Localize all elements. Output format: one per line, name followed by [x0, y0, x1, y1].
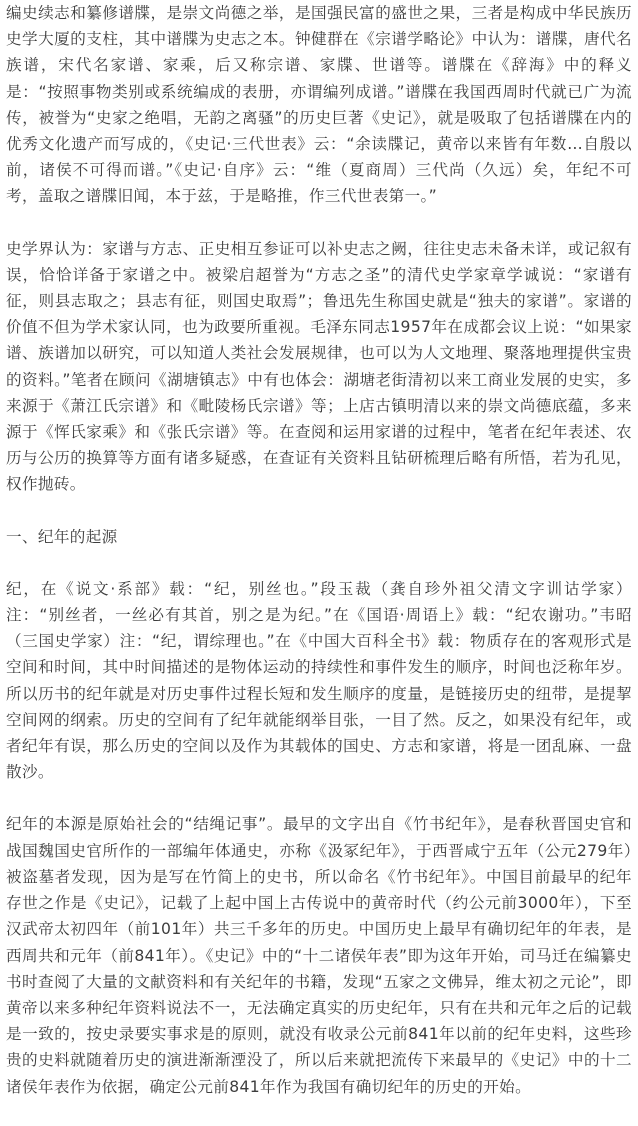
paragraph-historians-view: 史学界认为：家谱与方志、正史相互参证可以补史志之阙，往往史志未备未详，或记叙有误，恰恰详备于家谱之中。被梁启超誉为“方志之圣”的清代史学家章学诚说：“家谱有征，则县志取之；县志有征，则国史取焉”；鲁迅先生称国史就是“独夫的家谱”。家谱的价值不但为学术家认同，也为政要所重视。毛泽东同志1957年在成都会议上说：“如果家谱、族谱加以研究，可以知道人类社会发展规律，也可以为人文地理、聚落地理提供宝贵的资料。”笔者在顾问《湖塘镇志》中有也体会：湖塘老街清初以来工商业发展的史实，多来源于《萧江氏宗谱》和《毗陵杨氏宗谱》等；上店古镇明清以来的崇文尚德底蕴，多来源于《恽氏家乘》和《张氏宗谱》等。在查阅和运用家谱的过程中，笔者在纪年表述、农历与公历的换算等方面有诸多疑惑，在查证有关资料且钻研梳理后略有所悟，若为孔见，权作抛砖。: [6, 239, 632, 494]
section-heading-origin-of-chronology: 一、纪年的起源: [6, 527, 118, 546]
paragraph-definition-of-ji: 纪，在《说文·系部》载：“纪，别丝也。”段玉裁（龚自珍外祖父清文字训诂学家）注：“别丝者，一丝必有其首，别之是为纪。”在《国语·周语上》载：“纪农谢功。”韦昭（三国史学家）注：“纪，谓综理也。”在《中国大百科全书》载：物质存在的客观形式是空间和时间，其中时间描述的是物体运动的持续性和事件发生的顺序，时间也泛称年岁。所以历书的纪年就是对历史事件过程长短和发生顺序的度量，是链接历史的纽带，是提挈空间网的纲索。历史的空间有了纪年就能纲举目张，一目了然。反之，如果没有纪年，或者纪年有误，那么历史的空间以及作为其载体的国史、方志和家谱，将是一团乱麻、一盘散沙。: [6, 579, 632, 782]
paragraph-genealogy-intro: 编史续志和纂修谱牒，是崇文尚德之举，是国强民富的盛世之果，三者是构成中华民族历史学大厦的支柱，其中谱牒为史志之本。钟健群在《宗谱学略论》中认为：谱牒，唐代名族谱，宋代名家谱、家乘，后又称宗谱、家牒、世谱等。谱牒在《辞海》中的释义是：“按照事物类别或系统编成的表册，亦谓编列成谱。”谱牒在我国西周时代就已广为流传，被誉为“史家之绝唱，无韵之离骚”的历史巨著《史记》，就是吸取了包括谱牒在内的优秀文化遗产而写成的，《史记·三代世表》云：“余读牒记，黄帝以来皆有年数…自殷以前，诸侯不可得而谱。”《史记·自序》云：“维（夏商周）三代尚（久远）矣，年纪不可考，盖取之谱牒旧闻，本于兹，于是略推，作三代世表第一。”: [6, 4, 632, 206]
paragraph-source-of-chronology: 纪年的本源是原始社会的“结绳记事”。最早的文字出自《竹书纪年》，是春秋晋国史官和战国魏国史官所作的一部编年体通史，亦称《汲冢纪年》，于西晋咸宁五年（公元279年）被盗墓者发现，因为是写在竹简上的史书，所以命名《竹书纪年》。中国目前最早的纪年存世之作是《史记》，记载了上起中国上古传说中的黄帝时代（约公元前3000年），下至汉武帝太初四年（前101年）共三千多年的历史。中国历史上最早有确切纪年的年表，是西周共和元年（前841年）。《史记》中的“十二诸侯年表”即为这年开始，司马迁在编纂史书时查阅了大量的文献资料和有关纪年的书籍，发现“五家之文佛异，维太初之元论”，即黄帝以来多种纪年资料说法不一，无法确定真实的历史纪年，只有在共和元年之后的记载是一致的，按史录要实事求是的原则，就没有收录公元前841年以前的纪年史料，这些珍贵的史料就随着历史的演进渐渐湮没了，所以后来就把流传下来最早的《史记》中的十二诸侯年表作为依据，确定公元前841年作为我国有确切纪年的历史的开始。: [6, 815, 632, 1096]
